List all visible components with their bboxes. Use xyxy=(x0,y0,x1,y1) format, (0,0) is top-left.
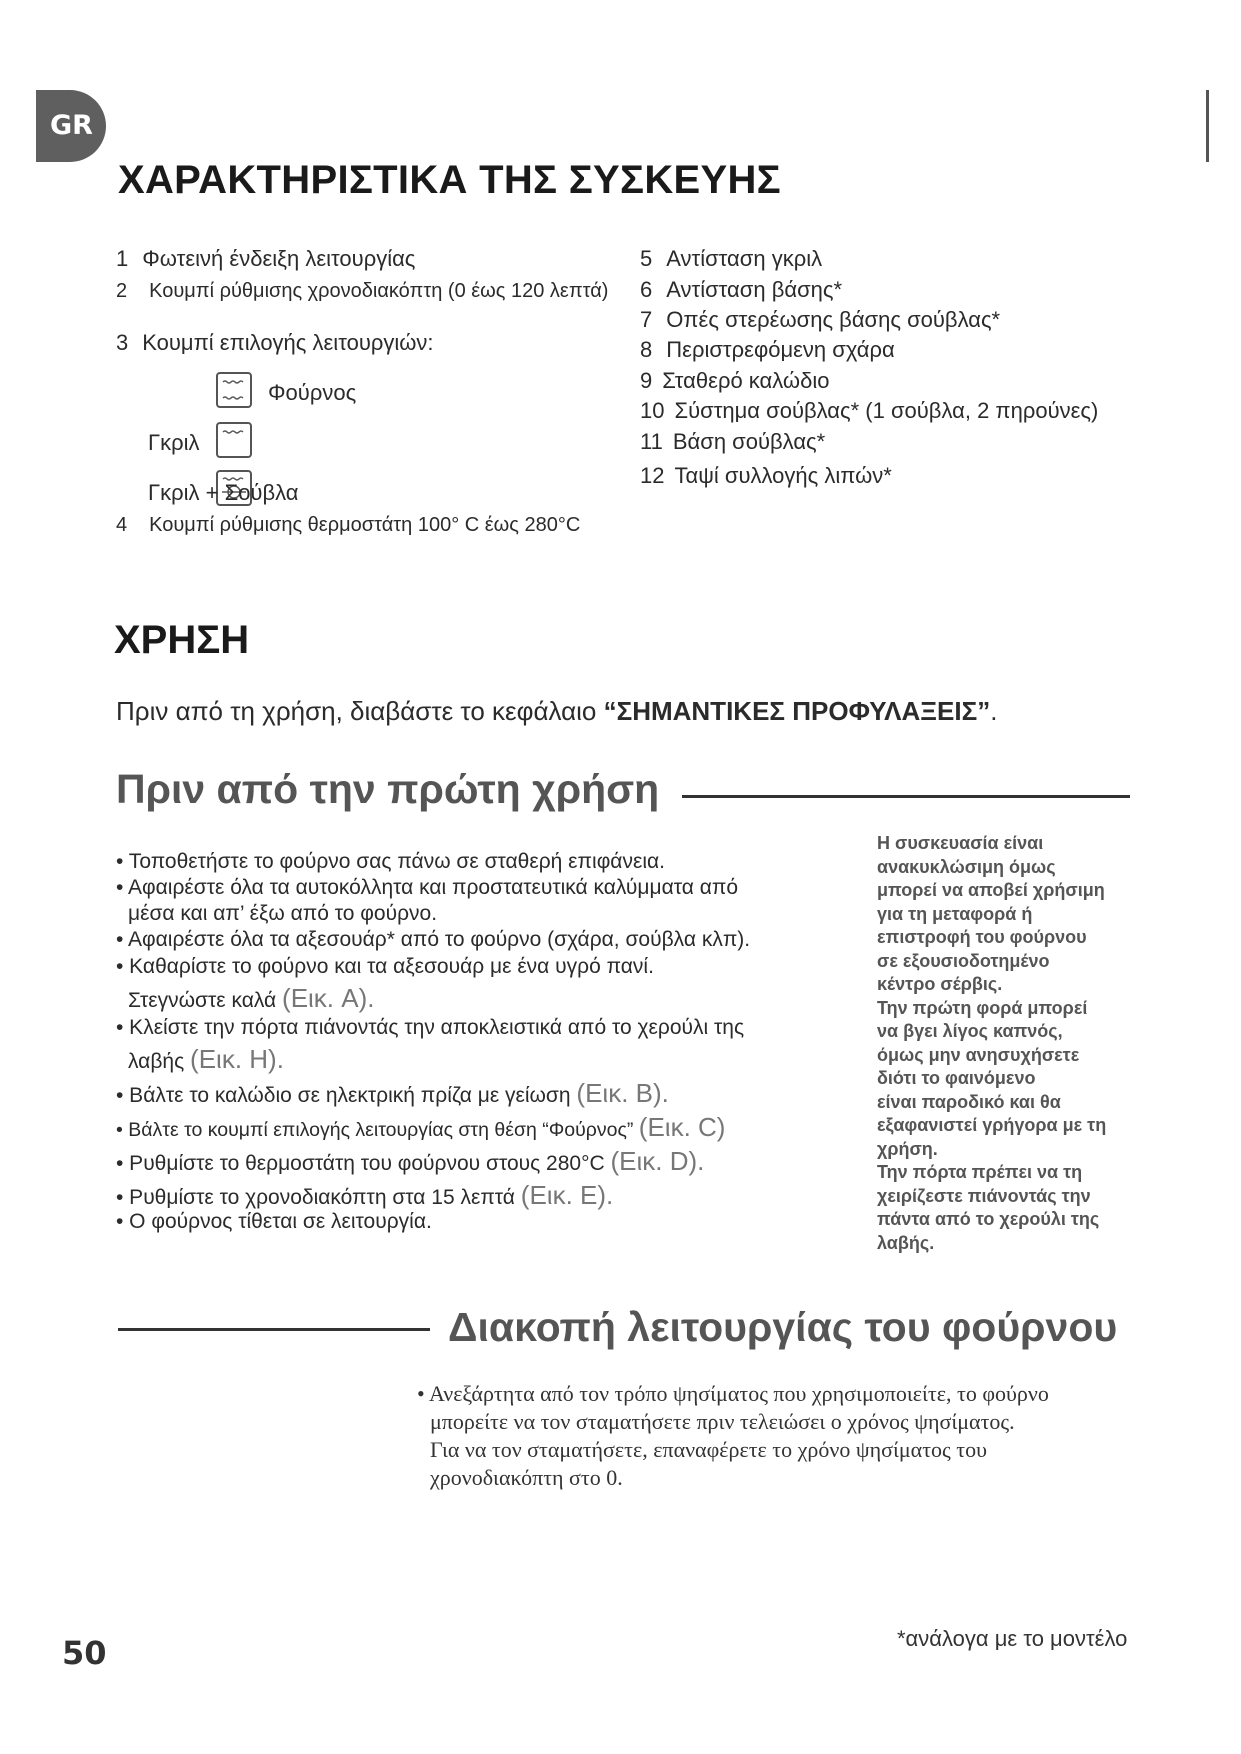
features-title: ΧΑΡΑΚΤΗΡΙΣΤΙΚΑ ΤΗΣ ΣΥΣΚΕΥΗΣ xyxy=(118,158,781,202)
figure-reference: (Εικ. C) xyxy=(638,1112,726,1142)
first-use-bullet: • Αφαιρέστε όλα τα αξεσουάρ* από το φούρνο (σχάρα, σούβλα κλπ). xyxy=(116,928,751,951)
use-title: ΧΡΗΣΗ xyxy=(114,618,250,662)
feature-item-12: 12 Ταψί συλλογής λιπών* xyxy=(640,463,892,488)
first-use-bullet: • Αφαιρέστε όλα τα αυτοκόλλητα και προστατευτικά καλύμματα από xyxy=(116,876,739,899)
footnote: *ανάλογα με το μοντέλο xyxy=(897,1626,1128,1651)
stop-instructions: • Ανεξάρτητα από τον τρόπο ψησίματος που χρησιμοποιείτε, το φούρνο μπορείτε να τον σταματήσετε πριν τελειώσει ο χρόνος ψησίματος. Για να τον σταματήσετε, επαναφέρετε το χρόνο ψησίματος του χρονοδιακόπτη στο 0. xyxy=(417,1381,1049,1490)
feature-item-7: 7 Οπές στερέωσης βάσης σούβλας* xyxy=(640,307,1001,332)
figure-reference: (Εικ. A). xyxy=(282,983,375,1013)
first-use-bullet: μέσα και απ’ έξω από το φούρνο. xyxy=(128,902,438,925)
feature-item-2 xyxy=(116,280,608,303)
first-use-bullet: • Βάλτε το καλώδιο σε ηλεκτρική πρίζα με γείωση (Εικ. B). xyxy=(116,1078,669,1108)
first-use-bullet: Στεγνώστε καλά (Εικ. A). xyxy=(128,983,375,1013)
first-use-bullet: λαβής (Εικ. H). xyxy=(128,1044,284,1074)
oven-mode-icon xyxy=(216,372,252,408)
first-use-bullet: • Καθαρίστε το φούρνο και τα αξεσουάρ με ένα υγρό πανί. xyxy=(116,955,654,978)
feature-text: Κουμπί ρύθμισης χρονοδιακόπτη (0 έως 120 λεπτά) xyxy=(149,280,609,302)
first-use-bullet: • Βάλτε το κουμπί επιλογής λειτουργίας στη θέση “Φούρνος” (Εικ. C) xyxy=(116,1112,726,1142)
margin-rule xyxy=(1206,90,1209,162)
figure-reference: (Εικ. D). xyxy=(610,1146,705,1176)
feature-item-4 xyxy=(116,514,580,537)
feature-item-5: 5 Αντίσταση γκριλ xyxy=(640,246,823,271)
feature-item-11: 11 Βάση σούβλας* xyxy=(640,429,826,454)
first-use-bullet: • Κλείστε την πόρτα πιάνοντάς την αποκλειστικά από το χερούλι της xyxy=(116,1016,745,1039)
feature-text: Κουμπί ρύθμισης θερμοστάτη 100° C έως 280°C xyxy=(149,514,581,536)
page-number: 50 xyxy=(62,1634,107,1672)
feature-text: Φωτεινή ένδειξη λειτουργίας xyxy=(142,246,416,271)
use-intro: Πριν από τη χρήση, διαβάστε το κεφάλαιο “ΣΗΜΑΝΤΙΚΕΣ ΠΡΟΦΥΛΑΞΕΙΣ”. xyxy=(116,696,998,726)
feature-item-6: 6 Αντίσταση βάσης* xyxy=(640,277,843,302)
figure-reference: (Εικ. E). xyxy=(520,1180,614,1210)
feature-item-8: 8 Περιστρεφόμενη σχάρα xyxy=(640,337,895,362)
first-use-bullet: • Ρυθμίστε το χρονοδιακόπτη στα 15 λεπτά (Εικ. E). xyxy=(116,1180,614,1210)
mode-label-grill: Γκριλ xyxy=(148,430,200,455)
feature-item-9: 9 Σταθερό καλώδιο xyxy=(640,368,830,393)
precautions-reference: “ΣΗΜΑΝΤΙΚΕΣ ΠΡΟΦΥΛΑΞΕΙΣ” xyxy=(603,696,991,726)
feature-item-10: 10 Σύστημα σούβλας* (1 σούβλα, 2 πηρούνες) xyxy=(640,398,1099,423)
feature-num: 1 xyxy=(116,246,129,271)
figure-reference: (Εικ. H). xyxy=(190,1044,284,1074)
stop-title: Διακοπή λειτουργίας του φούρνου xyxy=(448,1304,1118,1350)
section-rule xyxy=(118,1328,430,1331)
feature-item-1 xyxy=(116,246,415,272)
first-use-bullet: • Τοποθετήστε το φούρνο σας πάνω σε σταθερή επιφάνεια. xyxy=(116,850,665,873)
figure-reference: (Εικ. B). xyxy=(576,1078,669,1108)
side-note: Η συσκευασία είναι ανακυκλώσιμη όμως μπορεί να αποβεί χρήσιμη για τη μεταφορά ή επιστροφή του φούρνου σε εξουσιοδοτημένο κέντρο σέρβις. Την πρώτη φορά μπορεί να βγει λίγος καπνός, όμως μην ανησυχήσετε διότι το φαινόμενο είναι παροδικό και θα εξαφανιστεί γρήγορα με τη χρήση. Την πόρτα πρέπει να τη χειρίζεστε πιάνοντάς την πάντα από το χερούλι της λαβής. xyxy=(877,833,1107,1253)
grill-mode-icon xyxy=(216,422,252,458)
first-use-bullet: • Ρυθμίστε το θερμοστάτη του φούρνου στους 280°C (Εικ. D). xyxy=(116,1146,705,1176)
feature-item-3 xyxy=(116,330,434,356)
language-badge: GR xyxy=(36,90,106,162)
first-use-bullet: • Ο φούρνος τίθεται σε λειτουργία. xyxy=(116,1210,432,1233)
first-use-title: Πριν από την πρώτη χρήση xyxy=(116,766,660,812)
feature-num: 4 xyxy=(116,514,128,536)
feature-num: 2 xyxy=(116,280,128,302)
mode-label-oven: Φούρνος xyxy=(268,380,357,405)
feature-num: 3 xyxy=(116,330,129,355)
feature-text: Κουμπί επιλογής λειτουργιών: xyxy=(142,330,434,355)
section-rule xyxy=(682,795,1130,798)
mode-label-grill-rotisserie: Γκριλ + Σούβλα xyxy=(148,480,299,505)
